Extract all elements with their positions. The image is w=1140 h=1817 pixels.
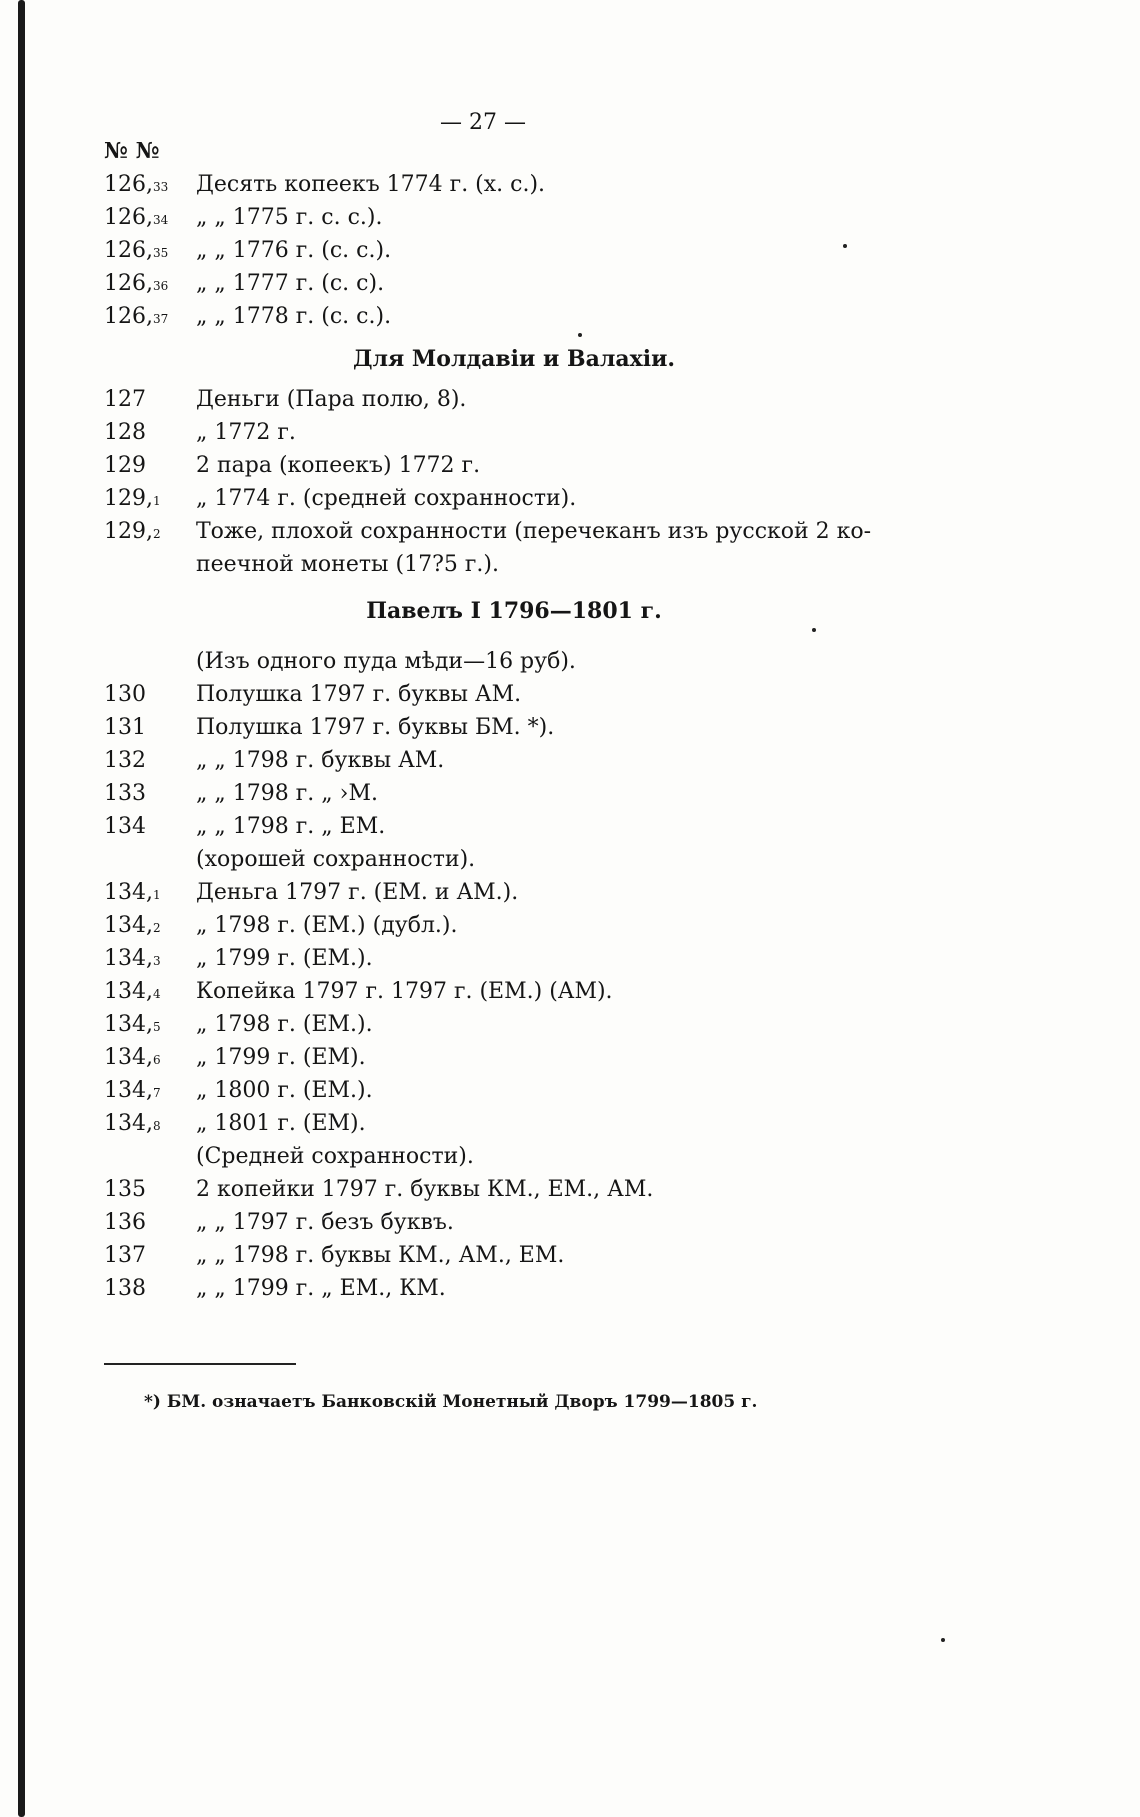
list-item [104,234,924,267]
scan-speck [812,628,816,632]
item-description: „ „ 1798 г. „ ЕМ. [196,814,386,839]
list-item [104,777,924,810]
list-item [104,201,924,234]
list-item [104,482,924,515]
list-item [104,383,924,416]
scan-speck [843,244,847,248]
list-item [104,449,924,482]
item-description: „ 1772 г. [196,420,296,445]
list-item [104,1008,924,1041]
page-number: — 27 — [440,110,526,135]
item-number: 127 [104,387,146,412]
list-item [104,1041,924,1074]
item-number: 129,1 [104,486,161,511]
item-number: 131 [104,715,146,740]
item-number: 126,35 [104,238,169,263]
item-description: 2 пара (копеекъ) 1772 г. [196,453,481,478]
list-item [104,678,924,711]
item-description: „ 1799 г. (ЕМ). [196,1045,366,1070]
item-number: 134,4 [104,979,161,1004]
list-item [104,1107,924,1140]
item-description: „ 1798 г. (ЕМ.) (дубл.). [196,913,458,938]
scan-speck [941,1638,945,1642]
list-item [104,267,924,300]
list-item [104,515,924,548]
item-description: „ „ 1776 г. (с. с.). [196,238,392,263]
list-group-ten-kopecks [104,168,924,333]
item-description: „ „ 1798 г. буквы АМ. [196,748,445,773]
item-number: 138 [104,1276,146,1301]
item-number: 134,3 [104,946,161,971]
list-item [104,1272,924,1305]
paul-note: (Изъ одного пуда мѣди—16 руб). [196,649,576,674]
item-number: 126,37 [104,304,169,329]
item-description: Полушка 1797 г. буквы БМ. *). [196,715,555,740]
list-item [104,1173,924,1206]
item-description: Полушка 1797 г. буквы АМ. [196,682,522,707]
footnote-rule [104,1363,296,1365]
list-item [104,416,924,449]
list-item [104,1239,924,1272]
item-number: 130 [104,682,146,707]
list-item [104,744,924,777]
item-description: „ „ 1778 г. (с. с.). [196,304,392,329]
item-description: „ „ 1777 г. (с. с). [196,271,385,296]
list-item [104,300,924,333]
item-number: 134,2 [104,913,161,938]
item-description: „ „ 1775 г. с. с.). [196,205,383,230]
column-header: № № [104,138,160,164]
item-number: 126,34 [104,205,169,230]
list-group-two-kopecks [104,1173,924,1305]
item-description: Копейка 1797 г. 1797 г. (ЕМ.) (АМ). [196,979,613,1004]
condition-note-good: (хорошей сохранности). [196,847,476,872]
item-description: Тоже, плохой сохранности (перечеканъ изъ русской 2 ко- [196,519,872,544]
item-number: 134,7 [104,1078,161,1103]
item-description: „ „ 1799 г. „ ЕМ., КМ. [196,1276,446,1301]
section-heading-paul: Павелъ I 1796—1801 г. [366,598,662,624]
list-item-continuation: пеечной монеты (17?5 г.). [196,552,499,577]
item-description: „ „ 1798 г. „ ›М. [196,781,378,806]
item-description: „ „ 1797 г. безъ буквъ. [196,1210,454,1235]
footnote: *) БМ. означаетъ Банковскій Монетный Дворъ 1799—1805 г. [144,1392,758,1412]
scan-edge [18,0,25,1817]
item-description: „ 1798 г. (ЕМ.). [196,1012,373,1037]
list-item [104,942,924,975]
list-item [104,909,924,942]
item-description: „ 1774 г. (средней сохранности). [196,486,577,511]
item-description: „ „ 1798 г. буквы КМ., АМ., ЕМ. [196,1243,565,1268]
item-description: „ 1801 г. (ЕМ). [196,1111,366,1136]
item-number: 136 [104,1210,146,1235]
item-number: 129 [104,453,146,478]
item-description: 2 копейки 1797 г. буквы КМ., ЕМ., АМ. [196,1177,654,1202]
item-number: 134,5 [104,1012,161,1037]
scan-speck [578,333,582,337]
item-description: „ 1799 г. (ЕМ.). [196,946,373,971]
list-item [104,810,924,843]
item-number: 134,1 [104,880,161,905]
item-number: 132 [104,748,146,773]
item-number: 133 [104,781,146,806]
item-number: 137 [104,1243,146,1268]
item-number: 134 [104,814,146,839]
catalog-page [104,135,924,1305]
list-item [104,1074,924,1107]
list-item [104,711,924,744]
list-group-denga-kopeika [104,876,924,1140]
list-item [104,975,924,1008]
condition-note-medium: (Средней сохранности). [196,1144,474,1169]
list-item [104,168,924,201]
item-number: 128 [104,420,146,445]
list-group-moldavia [104,383,924,548]
item-number: 129,2 [104,519,161,544]
section-heading-moldavia: Для Молдавіи и Валахіи. [352,346,676,372]
item-description: Деньги (Пара полю, 8). [196,387,467,412]
list-item [104,876,924,909]
item-number: 126,36 [104,271,169,296]
item-number: 126,33 [104,172,169,197]
list-group-polushka [104,678,924,843]
item-number: 134,8 [104,1111,161,1136]
list-item [104,1206,924,1239]
item-description: Десять копеекъ 1774 г. (х. с.). [196,172,546,197]
item-number: 134,6 [104,1045,161,1070]
item-number: 135 [104,1177,146,1202]
item-description: Деньга 1797 г. (ЕМ. и АМ.). [196,880,519,905]
item-description: „ 1800 г. (ЕМ.). [196,1078,373,1103]
